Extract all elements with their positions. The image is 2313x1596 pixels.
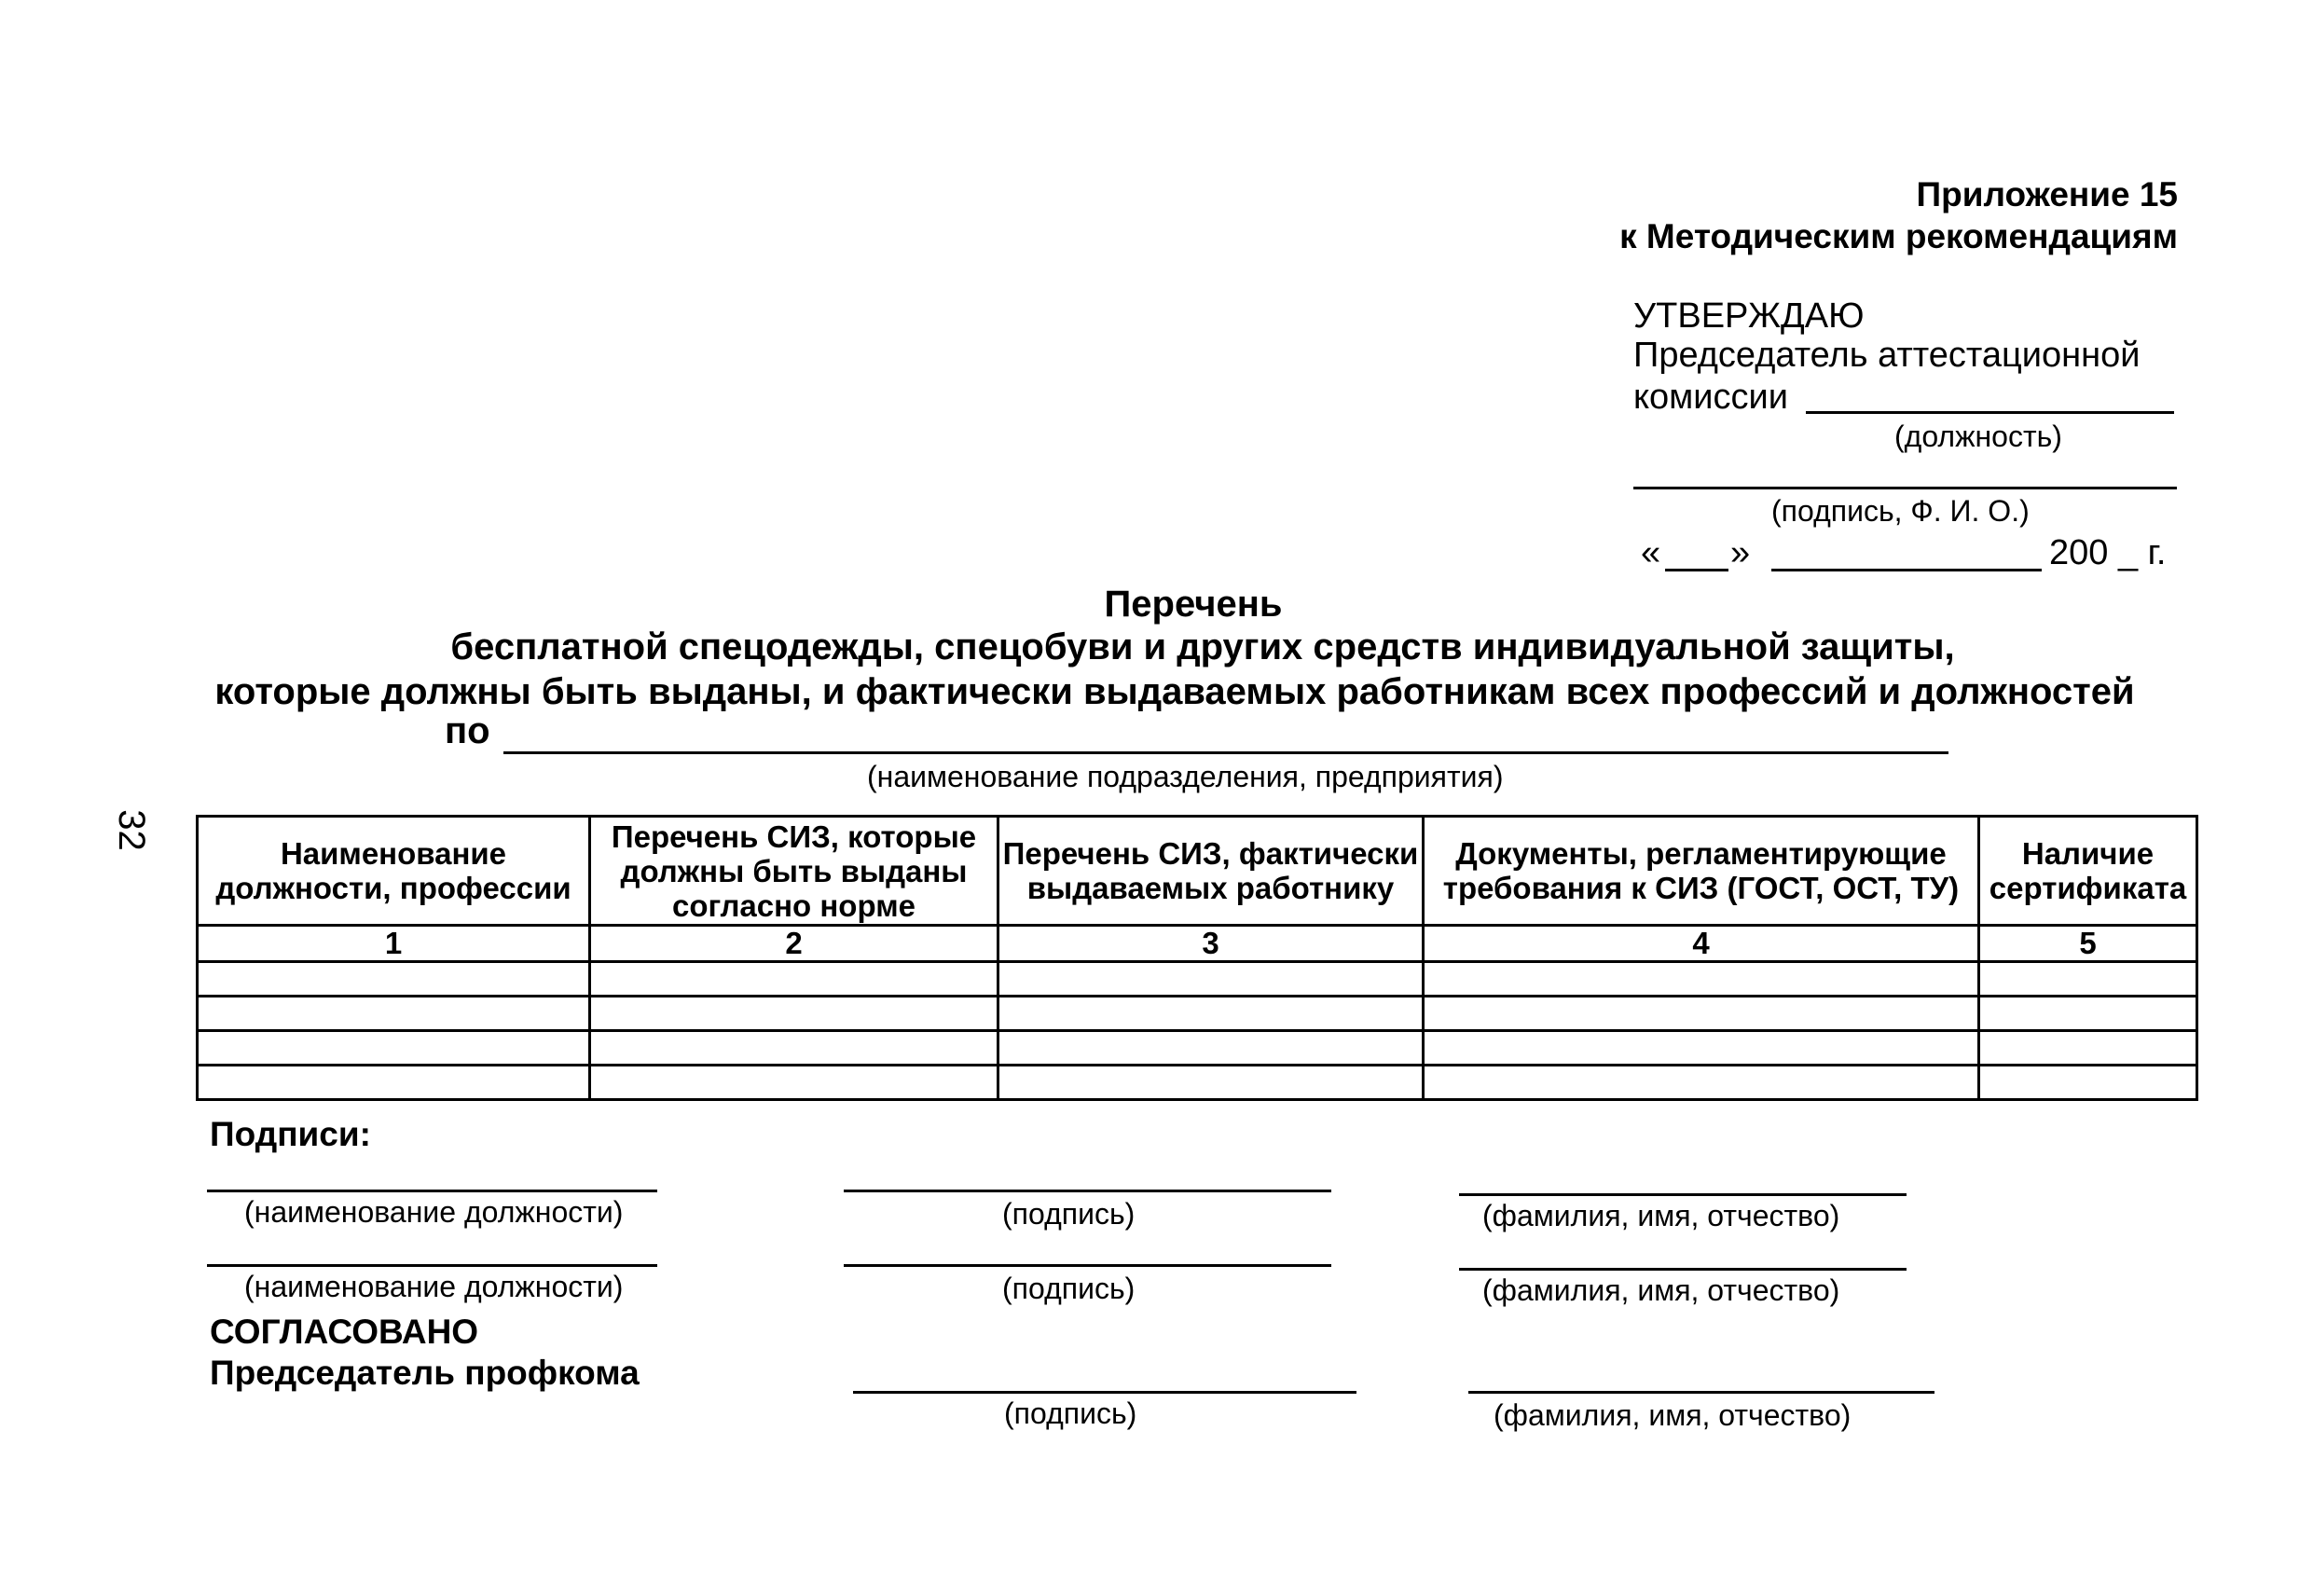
- date-month-blank[interactable]: [1771, 569, 2042, 571]
- date-day-blank[interactable]: [1665, 569, 1728, 571]
- header-cell-certificate: Наличие сертификата: [1979, 817, 2197, 926]
- table-cell[interactable]: [590, 997, 998, 1031]
- table-row: [198, 962, 2197, 997]
- header-cell-position: Наименование должности, профессии: [198, 817, 590, 926]
- table-row: [198, 1066, 2197, 1100]
- date-close-quote: »: [1730, 533, 1751, 572]
- table-row: [198, 997, 2197, 1031]
- table-column-numbers-row: [198, 926, 2197, 962]
- department-caption: (наименование подразделения, предприятия): [867, 760, 1504, 793]
- signer2-name-blank[interactable]: [1459, 1268, 1907, 1271]
- table-cell[interactable]: [998, 962, 1424, 997]
- table-row: [198, 1031, 2197, 1066]
- column-number: 5: [1979, 926, 2197, 962]
- signer2-position-blank[interactable]: [207, 1264, 657, 1267]
- agreed-heading: СОГЛАСОВАНО: [210, 1313, 479, 1351]
- table-cell[interactable]: [1979, 1066, 2197, 1100]
- signer1-signature-caption: (подпись): [1002, 1197, 1136, 1231]
- table-cell[interactable]: [998, 1066, 1424, 1100]
- signer2-position-caption: (наименование должности): [244, 1270, 624, 1303]
- table-cell[interactable]: [198, 962, 590, 997]
- table-cell[interactable]: [590, 962, 998, 997]
- union-chairman-label: Председатель профкома: [210, 1354, 640, 1392]
- table-cell[interactable]: [998, 1031, 1424, 1066]
- table-cell[interactable]: [198, 1031, 590, 1066]
- signatures-label: Подписи:: [210, 1115, 371, 1153]
- table-cell[interactable]: [998, 997, 1424, 1031]
- department-prefix: по: [445, 710, 490, 751]
- appendix-number: Приложение 15: [1916, 175, 2178, 213]
- table-cell[interactable]: [198, 997, 590, 1031]
- table-cell[interactable]: [1424, 1066, 1979, 1100]
- approver-position-line2: комиссии: [1633, 378, 1788, 417]
- column-number: 3: [998, 926, 1424, 962]
- table-cell[interactable]: [1424, 997, 1979, 1031]
- approver-position-caption: (должность): [1894, 420, 2062, 453]
- table-cell[interactable]: [1424, 1031, 1979, 1066]
- signer2-name-caption: (фамилия, имя, отчество): [1482, 1273, 1840, 1307]
- approve-heading: УТВЕРЖДАЮ: [1633, 296, 1865, 336]
- chairman-name-blank[interactable]: [1468, 1391, 1934, 1394]
- header-cell-required-ppe: Перечень СИЗ, которые должны быть выданы согласно норме: [590, 817, 998, 926]
- column-number: 4: [1424, 926, 1979, 962]
- date-year: 200 _ г.: [2049, 533, 2167, 572]
- table-cell[interactable]: [1424, 962, 1979, 997]
- signer1-name-blank[interactable]: [1459, 1193, 1907, 1196]
- table-header-row: [198, 817, 2197, 926]
- table-cell[interactable]: [590, 1066, 998, 1100]
- chairman-signature-blank[interactable]: [853, 1391, 1356, 1394]
- document-subtitle-line1: бесплатной спецодежды, спецобуви и других средств индивидуальной защиты,: [450, 626, 1955, 667]
- header-cell-documents: Документы, регламентирующие требования к СИЗ (ГОСТ, ОСТ, ТУ): [1424, 817, 1979, 926]
- page-number: 32: [110, 809, 152, 851]
- column-number: 2: [590, 926, 998, 962]
- table-cell[interactable]: [590, 1031, 998, 1066]
- approver-signature-blank[interactable]: [1633, 487, 2177, 489]
- column-number: 1: [198, 926, 590, 962]
- signer1-position-blank[interactable]: [207, 1190, 657, 1192]
- signer2-signature-caption: (подпись): [1002, 1272, 1136, 1305]
- signer1-position-caption: (наименование должности): [244, 1195, 624, 1229]
- table-cell[interactable]: [198, 1066, 590, 1100]
- chairman-signature-caption: (подпись): [1004, 1396, 1137, 1430]
- signer1-signature-blank[interactable]: [844, 1190, 1331, 1192]
- table-cell[interactable]: [1979, 1031, 2197, 1066]
- document-title: Перечень: [1104, 584, 1283, 625]
- date-open-quote: «: [1641, 533, 1661, 572]
- approver-position-line1: Председатель аттестационной: [1633, 336, 2141, 375]
- approver-position-blank[interactable]: [1806, 411, 2174, 414]
- header-cell-issued-ppe: Перечень СИЗ, фактически выдаваемых работнику: [998, 817, 1424, 926]
- signer2-signature-blank[interactable]: [844, 1264, 1331, 1267]
- department-blank[interactable]: [503, 751, 1948, 754]
- table-cell[interactable]: [1979, 997, 2197, 1031]
- signer1-name-caption: (фамилия, имя, отчество): [1482, 1199, 1840, 1232]
- ppe-table: [196, 815, 2198, 1101]
- chairman-name-caption: (фамилия, имя, отчество): [1494, 1398, 1852, 1432]
- approver-signature-caption: (подпись, Ф. И. О.): [1771, 494, 2030, 528]
- document-subtitle-line2: которые должны быть выданы, и фактически выдаваемых работникам всех профессий и должностей: [214, 671, 2135, 712]
- appendix-reference: к Методическим рекомендациям: [1619, 217, 2178, 255]
- table-cell[interactable]: [1979, 962, 2197, 997]
